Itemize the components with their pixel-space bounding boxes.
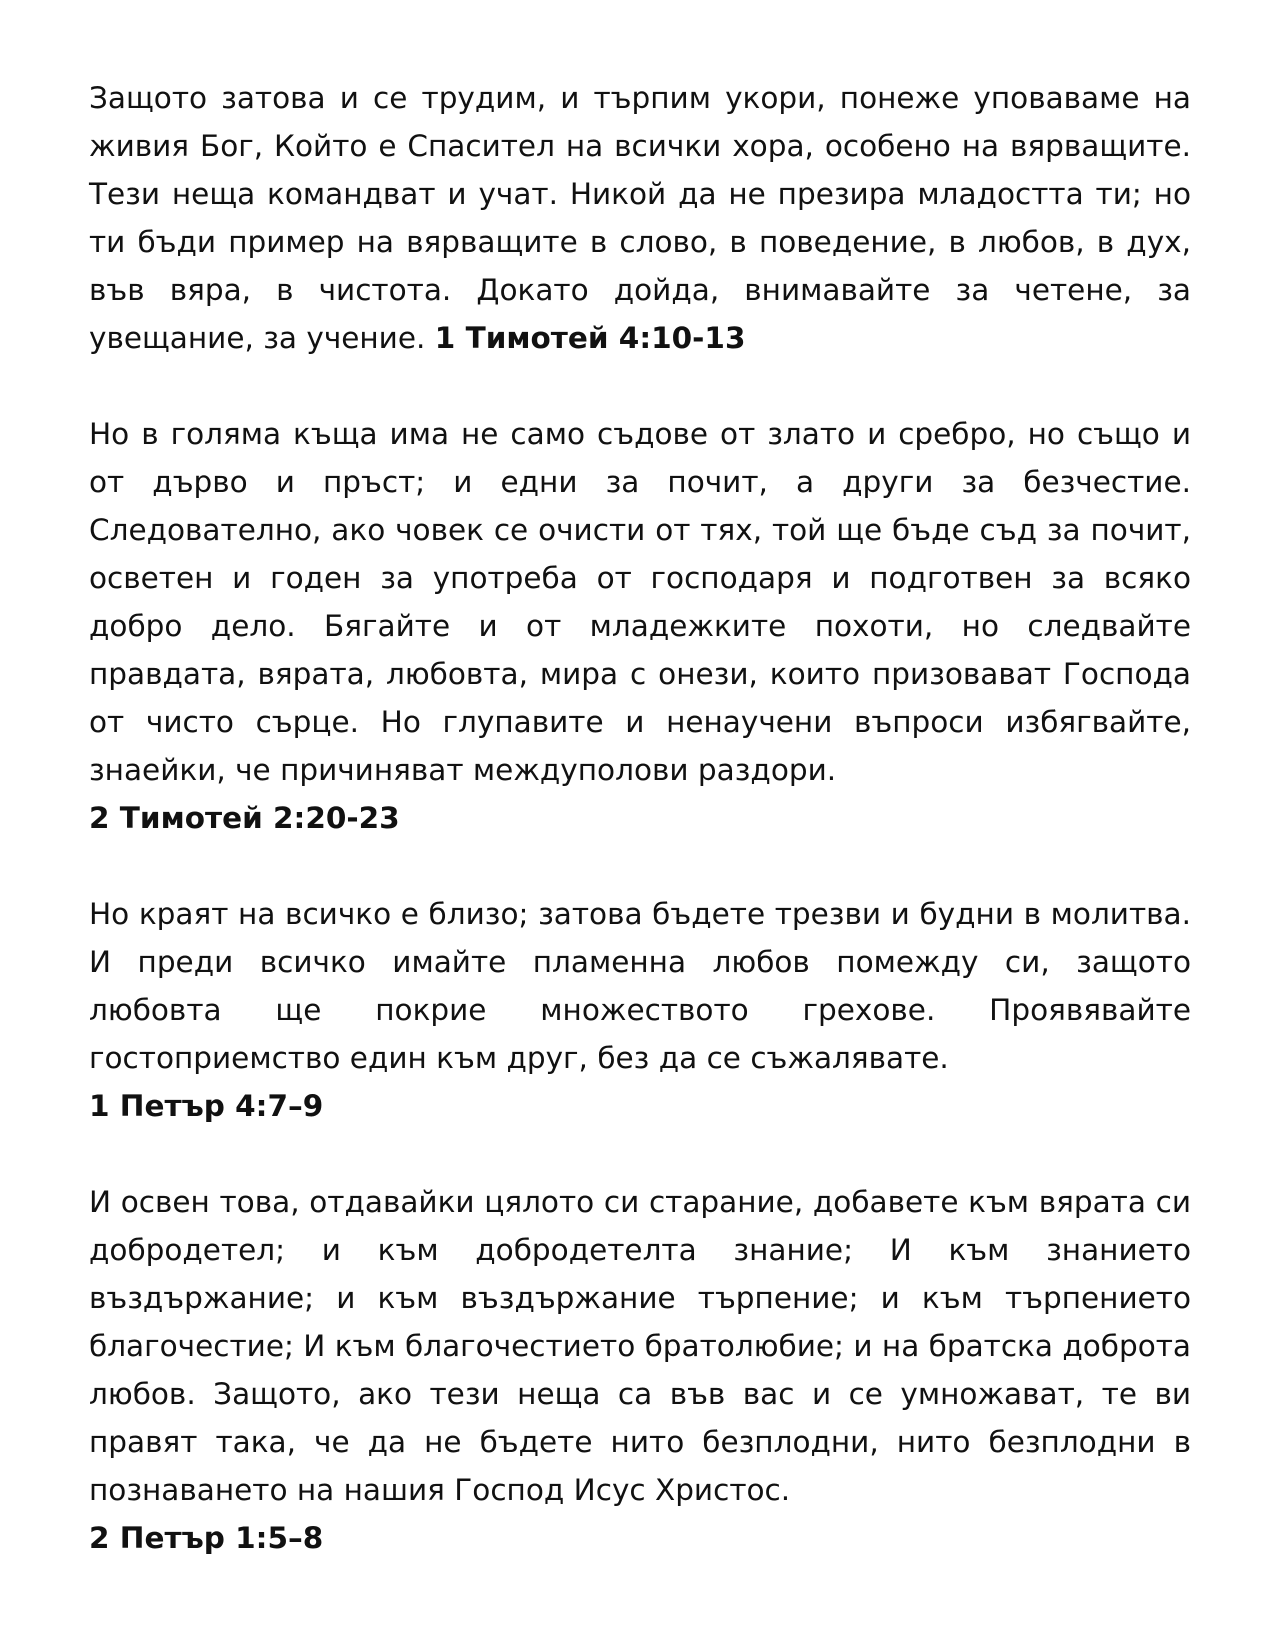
document-page xyxy=(89,74,1191,1610)
passage-reference: 1 Тимотей 4:10-13 xyxy=(434,321,746,355)
passage-reference: 2 Петър 1:5–8 xyxy=(89,1521,324,1555)
passage-1-timothy-4 xyxy=(89,74,1191,362)
passage-reference: 1 Петър 4:7–9 xyxy=(89,1089,324,1123)
passage-2-timothy-2 xyxy=(89,410,1191,842)
passage-text: Но краят на всичко е близо; затова бъдете трезви и будни в молитва. И преди всичко имайте пламенна любов помежду си, защото любовта ще покрие множеството грехове. Проявявайте гостоприемство един към друг, без да се съжалявате. xyxy=(89,897,1191,1075)
passage-text-wrapper xyxy=(89,74,1191,362)
passage-text: И освен това, отдавайки цялото си старание, добавете към вярата си добродетел; и към добродетелта знание; И към знанието въздържание; и към въздържание търпение; и към търпението благочестие; И към благочестието братолюбие; и на братска доброта любов. Защото, ако тези неща са във вас и се умножават, те ви правят така, че да не бъдете нито безплодни, нито безплодни в познаването на нашия Господ Исус Христос. xyxy=(89,1185,1192,1507)
passage-text: Защото затова и се трудим, и търпим укори, понеже уповаваме на живия Бог, Който е Спасител на всички хора, особено на вярващите. Тези неща командват и учат. Никой да не презира младостта ти; но ти бъди пример на вярващите в слово, в поведение, в любов, в дух, във вяра, в чистота. Докато дойда, внимавайте за четене, за увещание, за учение. xyxy=(89,81,1191,355)
passage-reference: 2 Тимотей 2:20-23 xyxy=(89,801,400,835)
passage-text: Но в голяма къща има не само съдове от злато и сребро, но също и от дърво и пръст; и едни за почит, а други за безчестие. Следователно, ако човек се очисти от тях, той ще бъде съд за почит, осветен и годен за употреба от господаря и подготвен за всяко добро дело. Бягайте и от младежките похоти, но следвайте правдата, вярата, любовта, мира с онези, които призовават Господа от чисто сърце. Но глупавите и ненаучени въпроси избягвайте, знаейки, че причиняват междуполови раздори. xyxy=(89,417,1191,787)
passage-1-peter-4 xyxy=(89,890,1191,1130)
passage-2-peter-1 xyxy=(89,1178,1191,1562)
